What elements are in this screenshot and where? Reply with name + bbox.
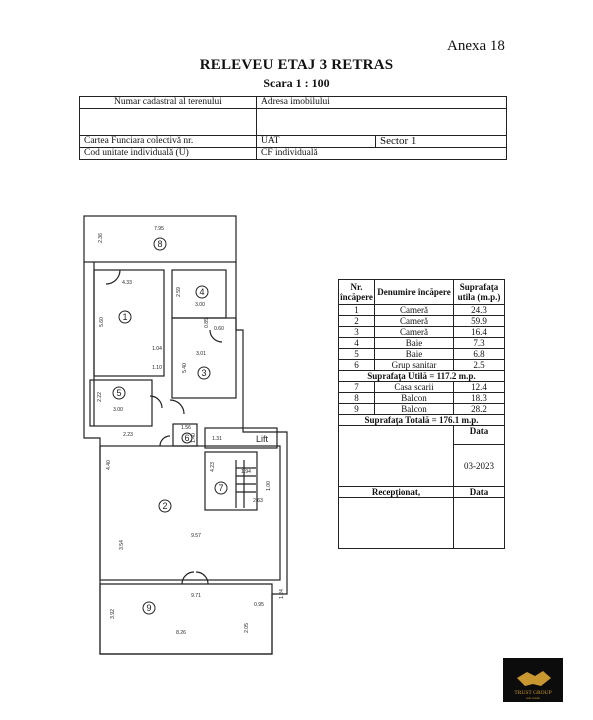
annex-label: Anexa 18: [447, 38, 505, 54]
cell-name: Balcon: [375, 393, 454, 404]
table-row: [339, 404, 505, 415]
cell-area: 6.8: [454, 349, 505, 360]
dim-label: 4.40: [106, 460, 112, 470]
cell-area: 18.3: [454, 393, 505, 404]
cell-name: Baie: [375, 338, 454, 349]
room-label-8: 8: [157, 239, 163, 249]
cell-area: 59.9: [454, 316, 505, 327]
room-3-outline: [172, 318, 236, 398]
cell-name: Cameră: [375, 327, 454, 338]
dim-label: 0.85: [204, 318, 210, 328]
dim-label: 5.40: [182, 363, 188, 373]
door-arc: [170, 400, 184, 414]
room-label-1: 1: [122, 312, 128, 322]
table-row: [339, 305, 505, 316]
cell-area: 16.4: [454, 327, 505, 338]
dim-label: 0.95: [254, 602, 264, 608]
dim-label: 1.00: [266, 481, 272, 491]
received-area: [339, 498, 454, 549]
table-row: [339, 393, 505, 404]
sector-value: Sector 1: [376, 136, 507, 148]
dim-label: 7.95: [154, 226, 164, 232]
unit-code-label: Cod unitate individuală (U): [80, 148, 257, 160]
cell-area: 7.3: [454, 338, 505, 349]
dim-label: 1.40: [191, 433, 197, 443]
room-label-4: 4: [199, 287, 205, 297]
dim-label: 2.63: [253, 498, 263, 504]
dim-label: 1.04: [152, 346, 162, 352]
cell-name: Baie: [375, 349, 454, 360]
dim-label: 2.59: [176, 287, 182, 297]
room-label-3: 3: [201, 368, 207, 378]
dim-label: 1.56: [181, 425, 191, 431]
dim-label: 2.23: [123, 432, 133, 438]
uat-label: UAT: [257, 136, 376, 148]
room-label-6: 6: [184, 433, 190, 443]
cell-area: 2.5: [454, 360, 505, 371]
cell-nr: 3: [339, 327, 375, 338]
cell-area: 12.4: [454, 382, 505, 393]
door-arc: [182, 572, 194, 584]
col-header-area: Suprafaţa utila (m.p.): [454, 280, 505, 305]
address-label: Adresa imobilului: [257, 97, 507, 109]
lift-label: Lift: [255, 434, 269, 444]
cell-area: 28.2: [454, 404, 505, 415]
cf-label: CF individuală: [257, 148, 507, 160]
dim-label: 4.23: [210, 462, 216, 472]
table-row: [339, 360, 505, 371]
dim-label: 5.60: [99, 317, 105, 327]
dim-label: 9.71: [191, 593, 201, 599]
scale-label: Scara 1 : 100: [263, 76, 330, 90]
dim-label: 4.33: [122, 280, 132, 286]
room-label-2: 2: [162, 501, 168, 511]
cell-nr: 6: [339, 360, 375, 371]
dim-label: 0.60: [214, 326, 224, 332]
logo-tagline: real estate: [525, 696, 541, 700]
table-row: [339, 327, 505, 338]
cell-nr: 9: [339, 404, 375, 415]
useful-total: Suprafaţa Utilă = 117.2 m.p.: [339, 371, 505, 382]
dim-label: 3.00: [113, 407, 123, 413]
land-book-label: Cartea Funciara colectivă nr.: [80, 136, 257, 148]
dim-label: 1.24: [279, 589, 285, 599]
dim-label: 1.94: [241, 469, 251, 475]
dim-label: 3.01: [196, 351, 206, 357]
dim-label: 3.54: [119, 540, 125, 550]
cell-name: Casa scarii: [375, 382, 454, 393]
cell-name: Cameră: [375, 305, 454, 316]
date-label-2: Data: [454, 487, 505, 498]
cell-nr: 5: [339, 349, 375, 360]
cell-nr: 1: [339, 305, 375, 316]
door-arc: [196, 572, 208, 584]
dim-label: 9.57: [191, 533, 201, 539]
grand-total: Suprafaţa Totală = 176.1 m.p.: [339, 415, 505, 426]
cell-nr: 2: [339, 316, 375, 327]
dim-label: 3.92: [110, 609, 116, 619]
cell-name: Cameră: [375, 316, 454, 327]
cell-area: 24.3: [454, 305, 505, 316]
cell-nr: 7: [339, 382, 375, 393]
received-date-area: [454, 498, 505, 549]
room-label-9: 9: [146, 603, 152, 613]
dim-label: 1.10: [152, 365, 162, 371]
dim-label: 2.05: [244, 623, 250, 633]
cadastral-number-label: Numar cadastral al terenului: [80, 97, 257, 109]
col-header-name: Denumire încăpere: [375, 280, 454, 305]
dim-label: 1.31: [212, 436, 222, 442]
dim-label: 2.22: [97, 392, 103, 402]
table-row: [339, 382, 505, 393]
cell-nr: 4: [339, 338, 375, 349]
dim-label: 2.36: [98, 233, 104, 243]
handshake-icon: [503, 658, 563, 702]
table-row: [339, 338, 505, 349]
table-row: [339, 349, 505, 360]
stair-outline: [205, 452, 257, 510]
cell-nr: 8: [339, 393, 375, 404]
date-label: Data: [454, 426, 505, 445]
room-2-outline: [100, 446, 280, 580]
room-label-7: 7: [218, 483, 224, 493]
dim-label: 3.00: [195, 302, 205, 308]
date-value: 03-2023: [454, 445, 505, 487]
door-arc: [160, 436, 170, 446]
received-label: Recepţionat,: [339, 487, 454, 498]
logo-name: TRUST GROUP: [514, 690, 552, 696]
rooms-table: [338, 279, 505, 549]
door-arc: [106, 270, 120, 284]
table-row: [339, 316, 505, 327]
room-label-5: 5: [116, 388, 122, 398]
cell-name: Balcon: [375, 404, 454, 415]
col-header-nr: Nr. încăpere: [339, 280, 375, 305]
cell-name: Grup sanitar: [375, 360, 454, 371]
dim-label: 8.26: [176, 630, 186, 636]
document-title: RELEVEU ETAJ 3 RETRAS: [199, 57, 394, 73]
balcony-9-outline: [100, 584, 272, 654]
signature-area: [339, 426, 454, 487]
company-logo: [503, 658, 563, 702]
